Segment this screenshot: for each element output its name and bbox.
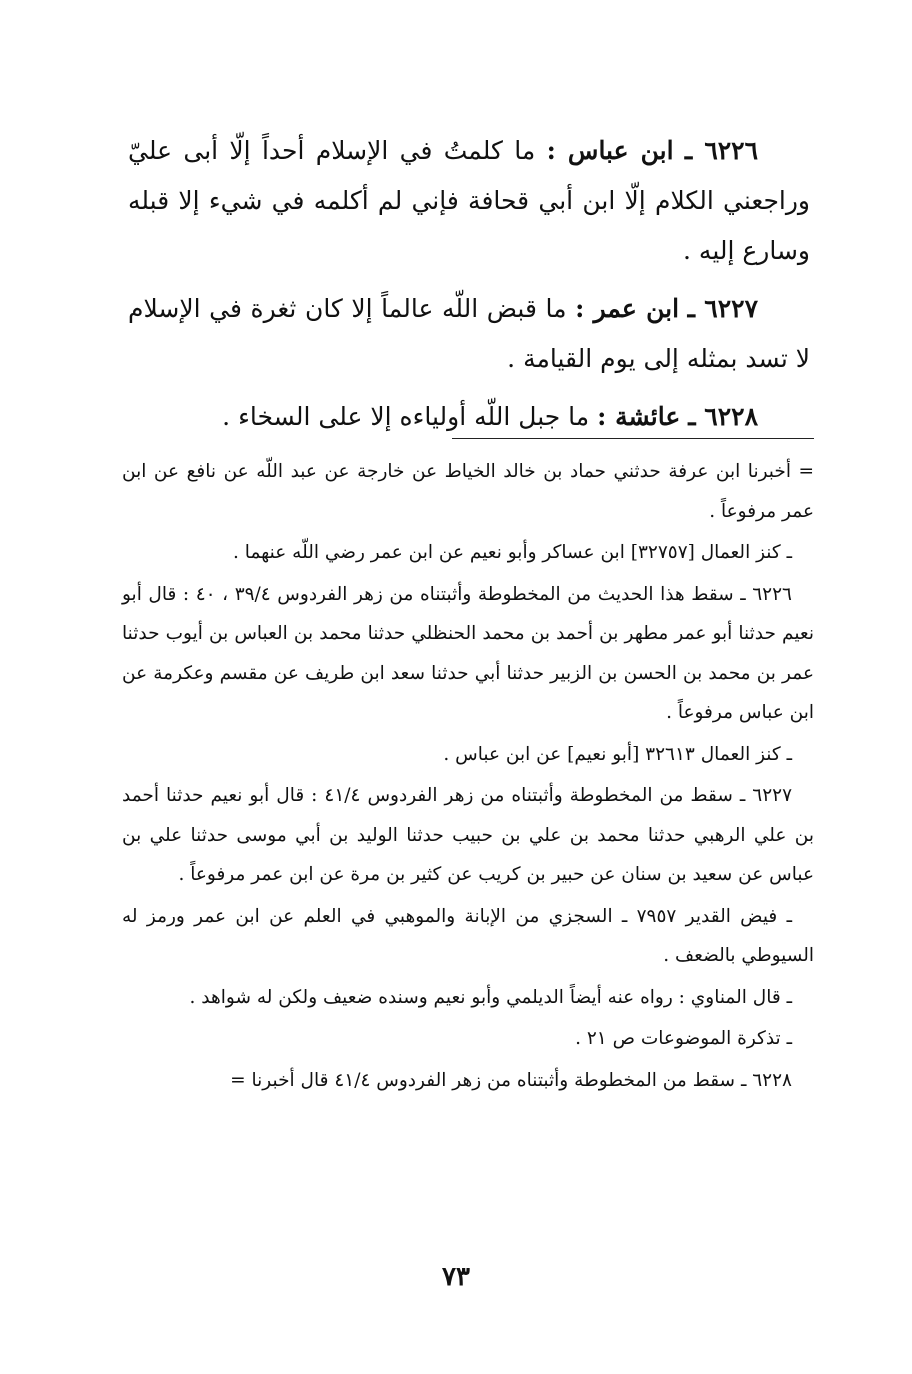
footnote-6228: ٦٢٢٨ ـ سقط من المخطوطة وأثبتناه من زهر الفردوس ٤١/٤ قال أخبرنا =: [230, 1069, 792, 1091]
hadith-narrator: ابن عباس :: [546, 136, 674, 165]
hadith-number: ٦٢٢٦ ـ: [684, 136, 759, 165]
hadith-6227: [128, 284, 810, 384]
footnote-kanz-6226: ـ كنز العمال ٣٢٦١٣ [أبو نعيم] عن ابن عباس .: [443, 743, 792, 765]
footnote-continuation: = أخبرنا ابن عرفة حدثني حماد بن خالد الخياط عن خارجة عن عبد اللّه عن نافع عن ابن عمر مرفوعاً .: [122, 461, 814, 522]
hadith-narrator: ابن عمر :: [575, 294, 680, 323]
footnote-fayd-6227: ـ فيض القدير ٧٩٥٧ ـ السجزي من الإبانة والموهبي في العلم عن ابن عمر ورمز له السيوطي بالضعف .: [122, 905, 814, 966]
hadith-text: ما قبض اللّه عالماً إلا كان ثغرة في الإسلام لا تسد بمثله إلى يوم القيامة .: [128, 294, 810, 373]
hadith-text: ما كلمتُ في الإسلام أحداً إلّا أبى عليّ وراجعني الكلام إلّا ابن أبي قحافة فإني لم أكلمه في شيء إلا قبله وسارع إليه .: [128, 136, 810, 265]
footnote-kanz-6225: ـ كنز العمال [٣٢٧٥٧] ابن عساكر وأبو نعيم عن ابن عمر رضي اللّه عنهما .: [233, 542, 792, 563]
footnote-6227: ٦٢٢٧ ـ سقط من المخطوطة وأثبتناه من زهر الفردوس ٤١/٤ : قال أبو نعيم حدثنا أحمد بن علي الرهبي حدثنا محمد بن علي بن حبيب حدثنا الوليد بن أبي موسى حدثنا علي بن عباس عن سعيد بن سنان عن حبير بن كريب عن كثير بن مرة عن ابن عمر مرفوعاً .: [122, 785, 814, 885]
hadith-6228: [128, 392, 810, 442]
footnotes: [122, 452, 814, 1102]
hadith-text: ما جبل اللّه أولياءه إلا على السخاء .: [222, 402, 590, 431]
hadith-6226: [128, 126, 810, 276]
hadith-number: ٦٢٢٧ ـ: [687, 294, 759, 323]
main-text: [128, 126, 810, 452]
footnote-6226: ٦٢٢٦ ـ سقط هذا الحديث من المخطوطة وأثبتناه من زهر الفردوس ٣٩/٤ ، ٤٠ : قال أبو نعيم حدثنا أبو عمر مطهر بن أحمد بن محمد الحنظلي حدثنا محمد بن العباس بن أيوب حدثنا عمر بن محمد بن الحسن بن الزبير حدثنا أبي حدثنا سعد ابن طريف عن مقسم وعكرمة عن ابن عباس مرفوعاً .: [122, 583, 814, 723]
footnote-munawi-6227: ـ قال المناوي : رواه عنه أيضاً الديلمي وأبو نعيم وسنده ضعيف ولكن له شواهد .: [189, 986, 792, 1008]
page-number: ٧٣: [442, 1262, 470, 1292]
hadith-narrator: عائشة :: [597, 402, 681, 431]
hadith-number: ٦٢٢٨ ـ: [688, 402, 758, 431]
footnote-tadhkira-6227: ـ تذكرة الموضوعات ص ٢١ .: [575, 1028, 792, 1049]
footnote-divider: [452, 438, 814, 439]
